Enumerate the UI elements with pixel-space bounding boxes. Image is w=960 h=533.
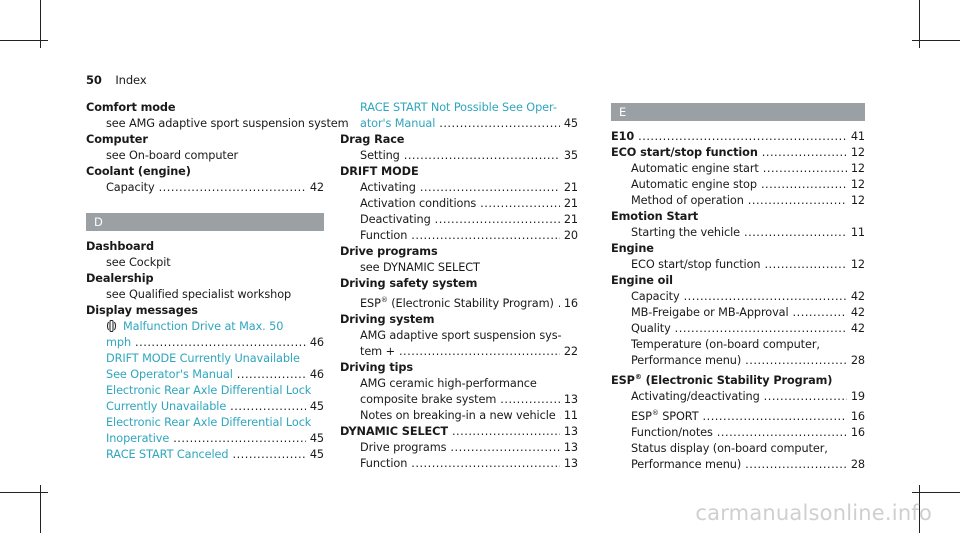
index-entry: composite brake system ..... 13 <box>340 392 578 408</box>
index-link[interactable]: Electronic Rear Axle Differential Lock <box>106 384 312 397</box>
index-entry: Starting the vehicle ..... 11 <box>611 225 865 241</box>
index-entry[interactable]: Inoperative ..... 45 <box>86 431 324 447</box>
index-entry: Activating/deactivating ..... 19 <box>611 389 865 405</box>
index-column-3 <box>611 100 865 473</box>
entry-heading: Computer <box>86 133 148 146</box>
page-ref: 21 <box>563 197 578 210</box>
index-entry: Function ..... 20 <box>340 228 578 244</box>
page-ref: 16 <box>850 409 865 423</box>
index-column-2 <box>340 100 578 472</box>
index-entry: Activating ..... 21 <box>340 180 578 196</box>
page-ref: 45 <box>309 448 324 461</box>
entry-heading: ESP® (Electronic Stability Program) <box>611 373 833 387</box>
page-ref: 45 <box>309 400 324 413</box>
index-link[interactable]: DRIFT MODE Currently Unavailable <box>106 352 300 365</box>
index-entry: Deactivating ..... 21 <box>340 212 578 228</box>
page-ref: 35 <box>563 149 578 162</box>
page-ref: 41 <box>850 130 865 143</box>
page-ref: 11 <box>563 408 578 422</box>
section-letter-bar: D <box>86 213 324 231</box>
entry-line: Temperature (on-board computer, <box>631 338 820 351</box>
index-entry[interactable]: mph ..... 46 <box>86 335 324 351</box>
page-ref: 12 <box>850 146 865 159</box>
entry-heading: Drive programs <box>340 245 438 258</box>
entry-heading: DYNAMIC SELECT ..... 13 <box>340 424 578 440</box>
index-entry: Automatic engine start ..... 12 <box>611 161 865 177</box>
page-title: Index <box>115 73 147 87</box>
page-ref: 42 <box>850 322 865 335</box>
page-ref: 13 <box>563 456 578 470</box>
page-header <box>86 73 147 87</box>
index-column-1 <box>86 100 349 463</box>
page-ref: 21 <box>563 181 578 194</box>
page-ref: 16 <box>563 296 578 310</box>
see-reference: see Qualified specialist workshop <box>106 288 292 301</box>
entry-heading: Coolant (engine) <box>86 165 191 178</box>
page-ref: 28 <box>850 457 865 471</box>
entry-heading: Dashboard <box>86 240 154 253</box>
index-entry: ESP® (Electronic Stability Program) ..... 16 <box>340 292 578 312</box>
page-ref: 20 <box>563 229 578 242</box>
page-ref: 42 <box>309 181 324 194</box>
entry-heading: Display messages <box>86 304 198 317</box>
index-entry: tem + ..... 22 <box>340 344 578 360</box>
page-ref: 42 <box>850 290 865 303</box>
index-entry: Performance menu) ..... 28 <box>611 457 865 473</box>
malfunction-warning-icon <box>106 320 117 332</box>
entry-line: AMG adaptive sport suspension sys- <box>360 328 562 342</box>
see-reference: see Cockpit <box>106 256 171 269</box>
index-entry: Performance menu) ..... 28 <box>611 353 865 369</box>
page-ref: 11 <box>850 226 865 239</box>
page-ref: 12 <box>850 258 865 271</box>
index-entry: Setting ..... 35 <box>340 148 578 164</box>
index-entry: Capacity ..... 42 <box>611 289 865 305</box>
page-ref: 21 <box>563 213 578 226</box>
page-ref: 12 <box>850 162 865 175</box>
index-link[interactable]: RACE START Not Possible See Oper- <box>360 101 557 114</box>
entry-heading: Engine oil <box>611 274 673 287</box>
index-entry: Function ..... 13 <box>340 456 578 472</box>
page-ref: 16 <box>850 425 865 439</box>
index-entry: MB-Freigabe or MB-Approval ..... 42 <box>611 305 865 321</box>
index-entry: Capacity ..... 42 <box>86 180 324 196</box>
page-number: 50 <box>86 73 102 87</box>
index-link[interactable]: Electronic Rear Axle Differential Lock <box>106 416 312 429</box>
entry-heading: Driving safety system <box>340 277 478 290</box>
page-ref: 45 <box>309 432 324 445</box>
entry-line: AMG ceramic high-performance <box>360 376 537 390</box>
section-letter-bar: E <box>611 103 865 121</box>
entry-heading: Drag Race <box>340 133 405 146</box>
entry-heading: Comfort mode <box>86 101 176 114</box>
see-reference: see DYNAMIC SELECT <box>360 261 480 274</box>
index-entry: Quality ..... 42 <box>611 321 865 337</box>
index-entry: Notes on breaking-in a new vehicle ..... 11 <box>340 408 578 424</box>
entry-heading: E10 ..... 41 <box>611 129 865 145</box>
index-entry[interactable]: Currently Unavailable ..... 45 <box>86 399 324 415</box>
index-entry[interactable]: ator's Manual ..... 45 <box>340 116 578 132</box>
index-entry: ECO start/stop function ..... 12 <box>611 257 865 273</box>
page-ref: 45 <box>563 117 578 130</box>
page-ref: 46 <box>309 336 324 349</box>
index-entry: Automatic engine stop ..... 12 <box>611 177 865 193</box>
page-ref: 13 <box>563 440 578 454</box>
index-entry: Drive programs ..... 13 <box>340 440 578 456</box>
page-ref: 19 <box>850 389 865 403</box>
entry-heading: ECO start/stop function ..... 12 <box>611 145 865 161</box>
entry-heading: Engine <box>611 242 654 255</box>
page-ref: 12 <box>850 194 865 207</box>
page-ref: 13 <box>563 424 578 438</box>
entry-heading: Dealership <box>86 272 154 285</box>
page-ref: 12 <box>850 178 865 191</box>
index-link[interactable]: Malfunction Drive at Max. 50 <box>86 319 324 335</box>
index-entry[interactable]: RACE START Canceled ..... 45 <box>86 447 324 463</box>
index-entry: ESP® SPORT ..... 16 <box>611 405 865 425</box>
entry-line: Status display (on-board computer, <box>631 441 828 455</box>
entry-heading: Driving system <box>340 312 435 326</box>
index-entry: Function/notes ..... 16 <box>611 425 865 441</box>
page-ref: 13 <box>563 392 578 406</box>
page-ref: 46 <box>309 368 324 381</box>
see-reference: see AMG adaptive sport suspension system <box>106 117 349 130</box>
entry-heading: Emotion Start <box>611 210 699 223</box>
watermark: carmanualsonline.info <box>695 501 932 525</box>
page-ref: 42 <box>850 306 865 319</box>
index-entry: Activation conditions ..... 21 <box>340 196 578 212</box>
entry-heading: Driving tips <box>340 360 414 374</box>
index-entry: Method of operation ..... 12 <box>611 193 865 209</box>
index-entry[interactable]: See Operator's Manual ..... 46 <box>86 367 324 383</box>
page-ref: 22 <box>563 344 578 358</box>
see-reference: see On-board computer <box>106 149 239 162</box>
entry-heading: DRIFT MODE <box>340 165 419 178</box>
page-ref: 28 <box>850 354 865 367</box>
